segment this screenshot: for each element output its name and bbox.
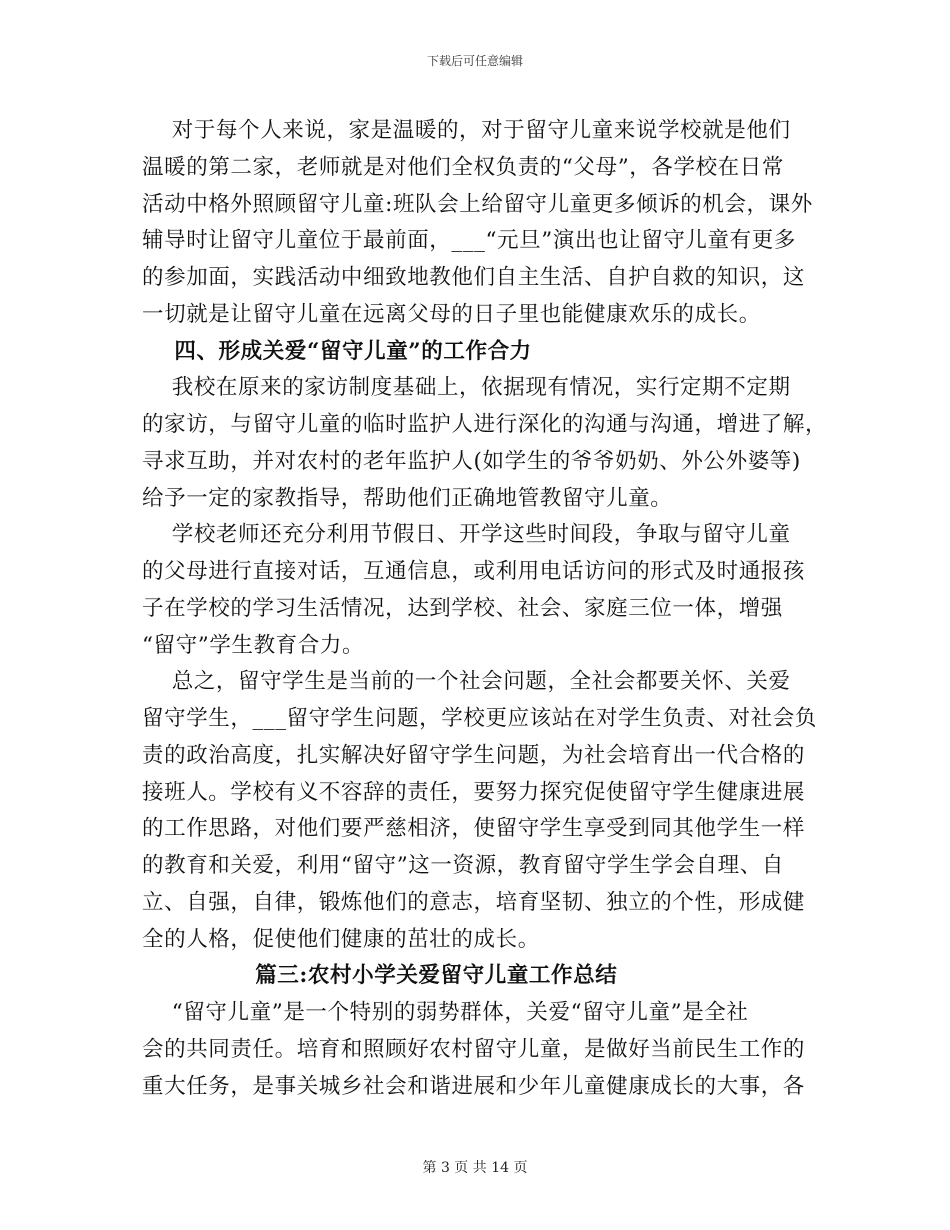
paragraph-line: “留守”学生教育合力。 <box>142 632 365 658</box>
paragraph-line: 的教育和关爱，利用“留守”这一资源，教育留守学生学会自理、自 <box>142 853 784 878</box>
paragraph-line: 温暖的第二家，老师就是对他们全权负责的“父母”，各学校在日常 <box>142 154 784 180</box>
paragraph-line: 全的人格，促使他们健康的茁壮的成长。 <box>142 926 540 952</box>
paragraph-line: 的参加面，实践活动中细致地教他们自主生活、自护自救的知识，这 <box>142 265 806 290</box>
paragraph-line: 总之，留守学生是当前的一个社会问题，全社会都要关怀、关爱 <box>142 669 791 695</box>
paragraph-line: 一切就是让留守儿童在远离父母的日子里也能健康欢乐的成长。 <box>142 301 761 327</box>
page-header: 下载后可任意编辑 <box>426 54 523 68</box>
paragraph-line: 重大任务，是事关城乡社会和谐进展和少年儿童健康成长的大事，各 <box>142 1073 806 1099</box>
paragraph-line: 的父母进行直接对话，互通信息，或利用电话访问的形式及时通报孩 <box>142 559 806 584</box>
paragraph-line: 辅导时让留守儿童位于最前面，___“元旦”演出也让留守儿童有更多 <box>142 228 796 254</box>
paragraph-line: “留守儿童”是一个特别的弱势群体，关爱“留守儿童”是全社 <box>142 1000 749 1025</box>
paragraph-line: 对于每个人来说，家是温暖的，对于留守儿童来说学校就是他们 <box>142 118 791 143</box>
paragraph-line: 的工作思路，对他们要严慈相济，使留守学生享受到同其他学生一样 <box>142 816 806 842</box>
page-footer: 第 3 页 共 14 页 <box>422 1160 528 1176</box>
paragraph-line: 留守学生，___留守学生问题，学校更应该站在对学生负责、对社会负 <box>142 706 817 731</box>
paragraph-line: 的家访，与留守儿童的临时监护人进行深化的沟通与沟通，增进了解， <box>142 412 828 437</box>
paragraph-line: 学校老师还充分利用节假日、开学这些时间段，争取与留守儿童 <box>142 522 791 548</box>
paragraph-line: 会的共同责任。培育和照顾好农村留守儿童，是做好当前民生工作的 <box>142 1036 806 1062</box>
paragraph-line: 活动中格外照顾留守儿童:班队会上给留守儿童更多倾诉的机会，课外 <box>142 191 813 217</box>
section-heading: 四、形成关爱“留守儿童”的工作合力 <box>142 338 532 364</box>
paragraph-line: 给予一定的家教指导，帮助他们正确地管教留守儿童。 <box>142 485 673 511</box>
paragraph-line: 我校在原来的家访制度基础上，依据现有情况，实行定期不定期 <box>142 375 791 401</box>
section-heading: 篇三:农村小学关爱留守儿童工作总结 <box>142 963 618 989</box>
paragraph-line: 接班人。学校有义不容辞的责任，要努力探究促使留守学生健康进展 <box>142 779 806 805</box>
paragraph-line: 立、自强，自律，锻炼他们的意志，培育坚韧、独立的个性，形成健 <box>142 889 806 915</box>
paragraph-line: 责的政治高度，扎实解决好留守学生问题，为社会培育出一代合格的 <box>142 742 806 768</box>
paragraph-line: 寻求互助，并对农村的老年监护人(如学生的爷爷奶奶、外公外婆等) <box>142 448 801 474</box>
paragraph-line: 子在学校的学习生活情况，达到学校、社会、家庭三位一体，增强 <box>142 595 783 621</box>
